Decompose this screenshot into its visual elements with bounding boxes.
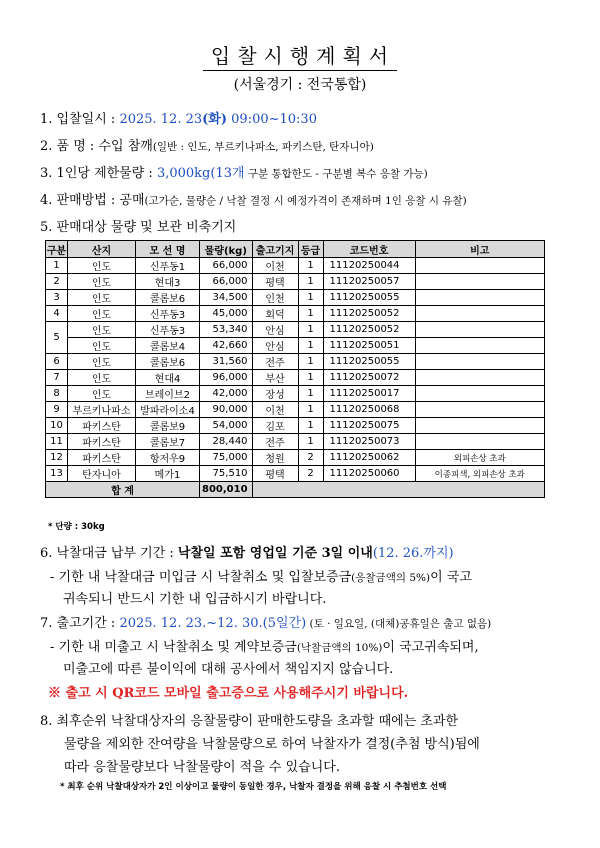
cell-origin: 인도 xyxy=(68,354,136,370)
cell-origin: 인도 xyxy=(68,306,136,322)
cell-origin: 인도 xyxy=(68,386,136,402)
cell-code: 11120250068 xyxy=(323,402,415,418)
cell-code: 11120250060 xyxy=(323,466,415,482)
cell-note xyxy=(415,274,544,290)
cell-note xyxy=(415,258,544,274)
cell-ship: 콜롬보7 xyxy=(136,434,200,450)
cell-note: 외피손상 초과 xyxy=(415,450,544,466)
document-title: 입찰시행계획서 xyxy=(0,40,600,69)
cell-grade: 1 xyxy=(298,322,323,338)
cell-code: 11120250052 xyxy=(323,322,415,338)
cell-code: 11120250055 xyxy=(323,290,415,306)
header-cell: 비고 xyxy=(415,241,544,258)
cell-ship: 항저우9 xyxy=(136,450,200,466)
table-row xyxy=(46,386,545,402)
table-row xyxy=(46,418,545,434)
cell-no: 12 xyxy=(46,450,68,466)
cell-qty: 75,510 xyxy=(200,466,253,482)
document-subtitle: (서울경기 : 전국통합) xyxy=(233,77,367,93)
cell-ship: 브레이브2 xyxy=(136,386,200,402)
item-7-note-2: 미출고에 따른 불이익에 대해 공사에서 책임지지 않습니다. xyxy=(63,662,394,677)
cell-ship: 발파라이소4 xyxy=(136,402,200,418)
cell-grade: 2 xyxy=(298,450,323,466)
cell-base: 인천 xyxy=(252,290,298,306)
cell-no: 6 xyxy=(46,354,68,370)
cell-origin: 인도 xyxy=(68,290,136,306)
sale-items-table xyxy=(45,240,545,498)
cell-no: 7 xyxy=(46,370,68,386)
cell-grade: 1 xyxy=(298,418,323,434)
item-6-payment-period: 6. 낙찰대금 납부 기간 : 낙찰일 포함 영업일 기준 3일 이내(12. 26.까지) xyxy=(40,546,454,561)
qr-notice: ※ 출고 시 QR코드 모바일 출고증으로 사용해주시기 바랍니다. xyxy=(48,686,409,701)
cell-base: 평택 xyxy=(252,466,298,482)
cell-qty: 45,000 xyxy=(200,306,253,322)
cell-note xyxy=(415,434,544,450)
cell-base: 이천 xyxy=(252,258,298,274)
cell-ship: 신푸동1 xyxy=(136,258,200,274)
item-2-product: 2. 품 명 : 수입 참깨(일반 : 인도, 부르키나파소, 파키스탄, 탄자니아) xyxy=(40,139,374,154)
cell-origin: 탄자니아 xyxy=(68,466,136,482)
cell-ship: 신푸동3 xyxy=(136,322,200,338)
item-1-bid-datetime: 1. 입찰일시 : 2025. 12. 23(화) 09:00~10:30 xyxy=(40,112,317,127)
cell-origin: 파키스탄 xyxy=(68,418,136,434)
header-cell: 출고기지 xyxy=(252,241,298,258)
table-row xyxy=(46,450,545,466)
cell-origin: 인도 xyxy=(68,274,136,290)
cell-note xyxy=(415,290,544,306)
cell-ship: 메가1 xyxy=(136,466,200,482)
table-row xyxy=(46,322,545,338)
header-cell: 등급 xyxy=(298,241,323,258)
cell-qty: 66,000 xyxy=(200,274,253,290)
unit-note: * 단량 : 30kg xyxy=(48,522,105,532)
cell-note xyxy=(415,338,544,354)
cell-qty: 96,000 xyxy=(200,370,253,386)
cell-note xyxy=(415,370,544,386)
header-cell: 물량(kg) xyxy=(200,241,253,258)
cell-note xyxy=(415,386,544,402)
cell-code: 11120250072 xyxy=(323,370,415,386)
cell-base: 안심 xyxy=(252,322,298,338)
cell-qty: 28,440 xyxy=(200,434,253,450)
cell-code: 11120250057 xyxy=(323,274,415,290)
cell-no: 13 xyxy=(46,466,68,482)
cell-grade: 2 xyxy=(298,466,323,482)
cell-qty: 53,340 xyxy=(200,322,253,338)
table-row xyxy=(46,306,545,322)
cell-no: 5 xyxy=(46,322,68,354)
cell-note xyxy=(415,322,544,338)
cell-no: 4 xyxy=(46,306,68,322)
cell-qty: 31,560 xyxy=(200,354,253,370)
total-value: 800,010 xyxy=(200,482,253,498)
cell-origin: 파키스탄 xyxy=(68,450,136,466)
cell-grade: 1 xyxy=(298,306,323,322)
cell-code: 11120250017 xyxy=(323,386,415,402)
header-cell: 모 선 명 xyxy=(136,241,200,258)
table-row xyxy=(46,466,545,482)
cell-grade: 1 xyxy=(298,338,323,354)
cell-note xyxy=(415,306,544,322)
table-row xyxy=(46,258,545,274)
cell-ship: 신푸동3 xyxy=(136,306,200,322)
cell-grade: 1 xyxy=(298,274,323,290)
cell-ship: 콜롬보6 xyxy=(136,354,200,370)
cell-no: 9 xyxy=(46,402,68,418)
cell-grade: 1 xyxy=(298,434,323,450)
cell-ship: 콜롬보6 xyxy=(136,290,200,306)
cell-qty: 42,660 xyxy=(200,338,253,354)
cell-qty: 54,000 xyxy=(200,418,253,434)
cell-ship: 현대3 xyxy=(136,274,200,290)
item-8-line-2: 물량을 제외한 잔여량을 낙찰물량으로 하여 낙찰자가 결정(추첨 방식)됨에 xyxy=(64,737,480,752)
cell-qty: 90,000 xyxy=(200,402,253,418)
total-label: 합 계 xyxy=(46,482,200,498)
item-5-storage: 5. 판매대상 물량 및 보관 비축기지 xyxy=(40,220,237,235)
cell-grade: 1 xyxy=(298,402,323,418)
table-header-row xyxy=(46,241,545,258)
cell-origin: 파키스탄 xyxy=(68,434,136,450)
cell-origin: 부르키나파소 xyxy=(68,402,136,418)
cell-qty: 42,000 xyxy=(200,386,253,402)
total-row xyxy=(46,482,545,498)
cell-note xyxy=(415,354,544,370)
cell-origin: 인도 xyxy=(68,338,136,354)
footer-note: * 최후 순위 낙찰대상자가 2인 이상이고 물량이 동일한 경우, 낙찰자 결정을 위해 응찰 시 추첨번호 선택 xyxy=(60,782,447,792)
cell-no: 2 xyxy=(46,274,68,290)
cell-code: 11120250062 xyxy=(323,450,415,466)
cell-grade: 1 xyxy=(298,370,323,386)
cell-grade: 1 xyxy=(298,258,323,274)
cell-base: 장성 xyxy=(252,386,298,402)
cell-no: 3 xyxy=(46,290,68,306)
cell-base: 부산 xyxy=(252,370,298,386)
cell-no: 11 xyxy=(46,434,68,450)
item-8-line-3: 따라 응찰물량보다 낙찰물량이 적을 수 있습니다. xyxy=(64,760,340,775)
cell-ship: 콜롬보9 xyxy=(136,418,200,434)
cell-code: 11120250073 xyxy=(323,434,415,450)
table-row xyxy=(46,290,545,306)
table-row xyxy=(46,402,545,418)
cell-no: 10 xyxy=(46,418,68,434)
item-6-note-1: - 기한 내 낙찰대금 미입금 시 낙찰취소 및 입찰보증금(응찰금액의 5%)이 국고 xyxy=(50,570,472,585)
cell-grade: 1 xyxy=(298,386,323,402)
cell-base: 청원 xyxy=(252,450,298,466)
cell-code: 11120250051 xyxy=(323,338,415,354)
cell-origin: 인도 xyxy=(68,322,136,338)
table-row xyxy=(46,354,545,370)
cell-qty: 66,000 xyxy=(200,258,253,274)
cell-grade: 1 xyxy=(298,354,323,370)
cell-ship: 콜롬보4 xyxy=(136,338,200,354)
cell-note xyxy=(415,418,544,434)
cell-ship: 현대4 xyxy=(136,370,200,386)
header-cell: 코드번호 xyxy=(323,241,415,258)
header-cell: 구분 xyxy=(46,241,68,258)
total-empty xyxy=(252,482,544,498)
cell-base: 회덕 xyxy=(252,306,298,322)
cell-base: 이천 xyxy=(252,402,298,418)
cell-note xyxy=(415,402,544,418)
item-3-limit: 3. 1인당 제한물량 : 3,000kg(13개 구분 통합한도 - 구분별 복수 응찰 가능) xyxy=(40,166,428,181)
table-row xyxy=(46,274,545,290)
cell-code: 11120250052 xyxy=(323,306,415,322)
cell-origin: 인도 xyxy=(68,258,136,274)
item-6-note-2: 귀속되니 반드시 기한 내 입금하시기 바랍니다. xyxy=(63,592,327,607)
table-row xyxy=(46,370,545,386)
cell-code: 11120250055 xyxy=(323,354,415,370)
cell-base: 전주 xyxy=(252,434,298,450)
cell-origin: 인도 xyxy=(68,370,136,386)
cell-base: 김포 xyxy=(252,418,298,434)
cell-base: 전주 xyxy=(252,354,298,370)
item-4-sale-method: 4. 판매방법 : 공매(고가순, 물량순 / 낙찰 결정 시 예정가격이 존재하며 1인 응찰 시 유찰) xyxy=(40,193,467,208)
cell-note: 이종피색, 외피손상 초과 xyxy=(415,466,544,482)
cell-code: 11120250044 xyxy=(323,258,415,274)
table-row xyxy=(46,434,545,450)
item-7-note-1: - 기한 내 미출고 시 낙찰취소 및 계약보증금(낙찰금액의 10%)이 국고귀속되며, xyxy=(50,640,479,655)
cell-code: 11120250075 xyxy=(323,418,415,434)
cell-base: 평택 xyxy=(252,274,298,290)
header-cell: 산지 xyxy=(68,241,136,258)
item-8-final-bidder: 8. 최후순위 낙찰대상자의 응찰물량이 판매한도량을 초과할 때에는 초과한 xyxy=(40,714,459,729)
cell-qty: 75,000 xyxy=(200,450,253,466)
cell-no: 1 xyxy=(46,258,68,274)
item-7-shipping-period: 7. 출고기간 : 2025. 12. 23.~12. 30.(5일간) (토 · 일요일, (대체)공휴일은 출고 없음) xyxy=(40,616,492,631)
cell-base: 안심 xyxy=(252,338,298,354)
cell-qty: 34,500 xyxy=(200,290,253,306)
cell-grade: 1 xyxy=(298,290,323,306)
table-row xyxy=(46,338,545,354)
cell-no: 8 xyxy=(46,386,68,402)
